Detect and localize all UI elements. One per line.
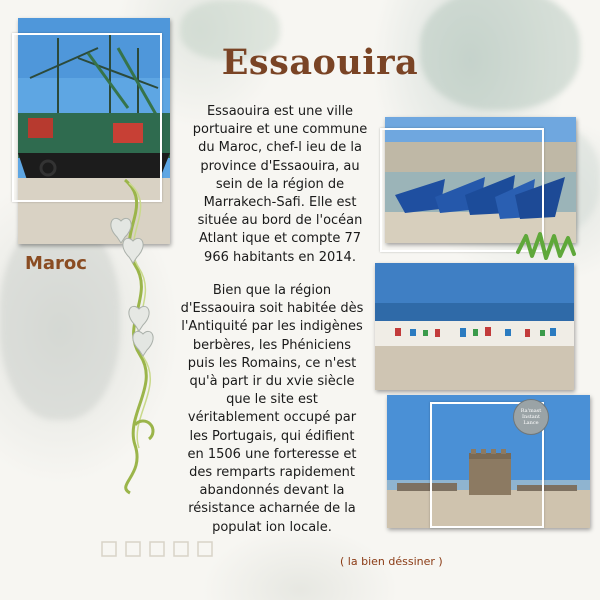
heart-charm-icon [133,331,153,356]
seawall-photo [375,263,574,390]
text-line: Essaouira est une ville [206,104,354,119]
instant-stamp-badge [513,399,549,435]
text-line: qu'à part ir du xvie siècle [189,374,355,390]
stitch-pattern-decoration [100,540,230,560]
page-title: Essaouira [221,42,419,83]
text-line: populat ion locale. [212,519,332,535]
text-line: résistance acharnée de la [188,501,356,517]
text-line: province d'Essaouira, au [200,158,360,174]
text-line: Atlant ique et compte 77 [198,231,362,247]
text-line: du Maroc, chef-l ieu de la [198,140,362,156]
credit-text: ( la bien déssiner ) [340,555,443,568]
text-line: située au bord de l'océan [197,213,363,229]
text-line: en 1506 une forteresse et [187,446,357,462]
intro-paragraph [178,103,382,267]
text-line: sein de la région de [215,176,345,192]
background-wash [420,0,580,110]
text-line: berbères, les Phéniciens [192,337,352,353]
text-line: Marrakech-Safi. Elle est [203,195,357,211]
stamp-line: Instant [522,414,540,420]
text-line: des remparts rapidement [189,465,355,481]
text-line: portuaire et une commune [192,122,368,138]
text-line: abandonnés devant la [199,483,345,499]
ribbon-decoration [95,175,175,495]
text-line: d'Essaouira soit habitée dès [180,301,364,317]
text-line: véritablement occupé par [187,410,357,426]
text-line: les Portugais, qui édifient [189,428,355,444]
heart-charm-icon [123,238,143,263]
stamp-line: Ra'mast [520,408,542,414]
text-line: l'Antiquité par les indigènes [181,319,363,335]
text-line: que le site est [226,392,318,408]
zigzag-decoration [516,228,578,266]
text-line: 966 habitants en 2014. [204,249,356,265]
text-line: Bien que la région [212,283,332,298]
heart-charm-icon [129,306,149,331]
country-label: Maroc [25,253,87,274]
stamp-line: Lance [523,420,539,426]
seawall-image [375,263,574,390]
text-line: puis les Romains, ce n'est [187,355,357,371]
history-paragraph [170,282,374,537]
